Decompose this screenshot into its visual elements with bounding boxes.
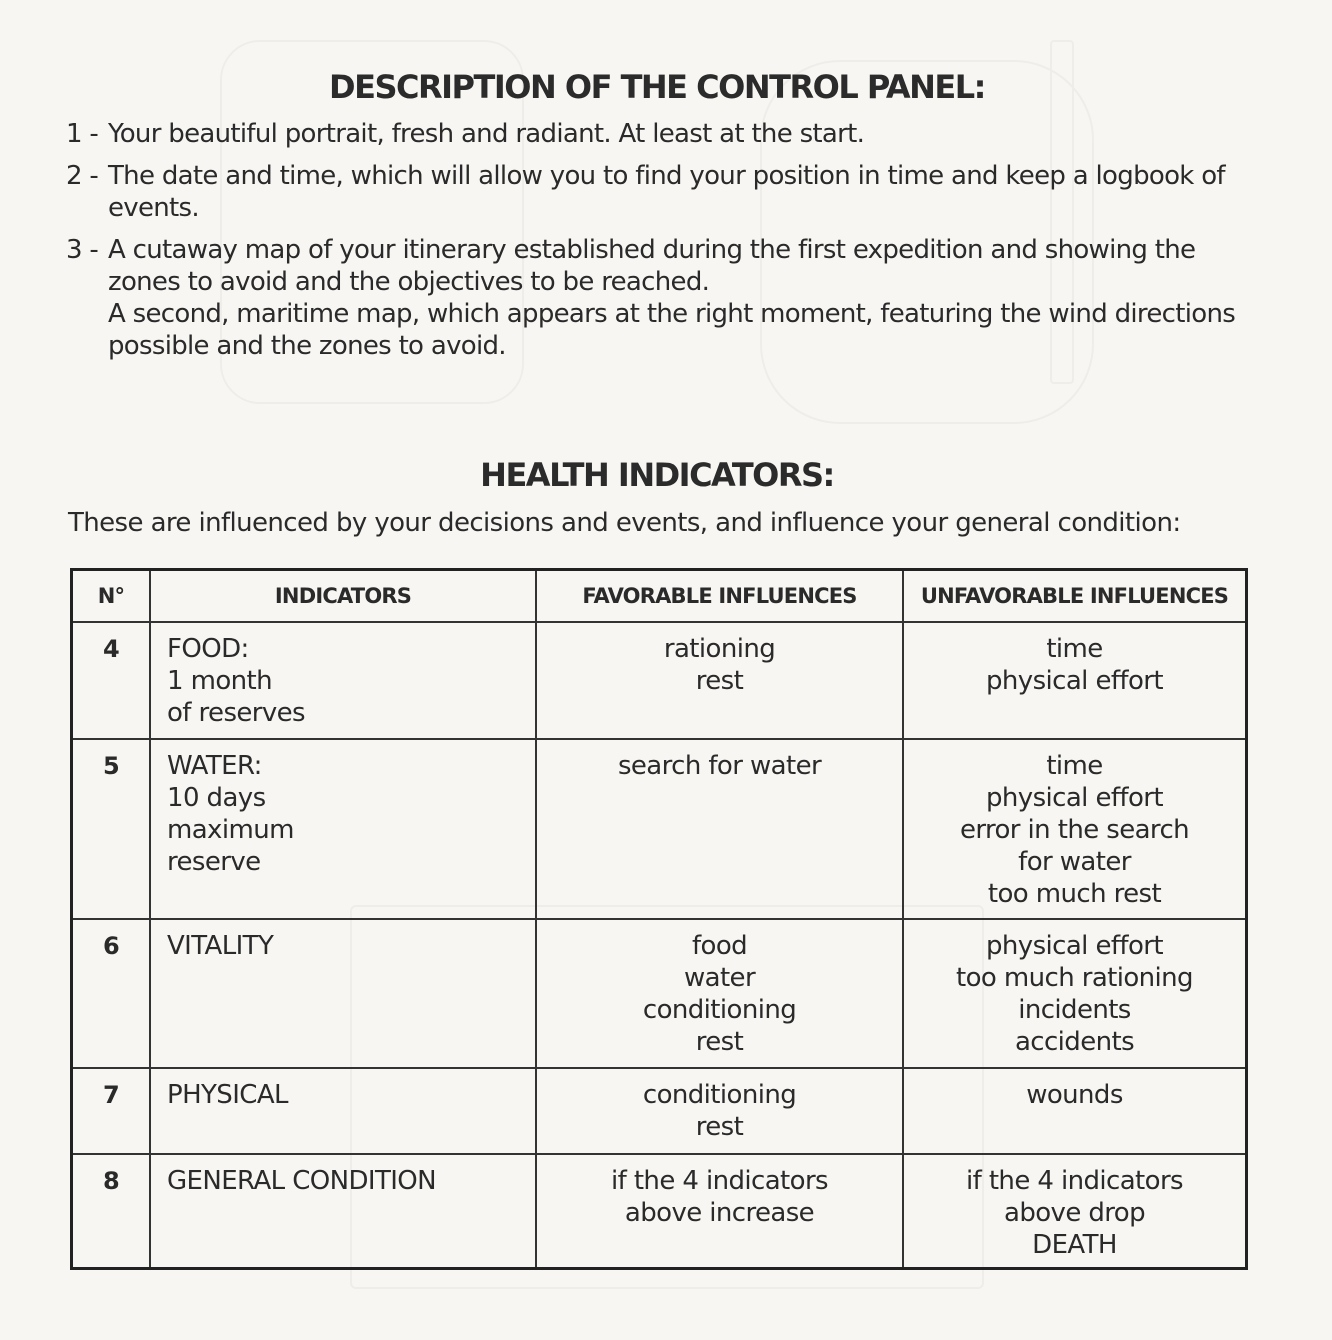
table-row	[72, 1154, 1247, 1269]
indicator-cell-line: WATER:	[167, 751, 262, 781]
indicator-cell	[150, 622, 536, 739]
unfavorable-cell-line: physical effort	[986, 931, 1163, 961]
indicator-cell-line: 10 days	[167, 783, 266, 813]
favorable-cell	[536, 1068, 903, 1154]
column-header-number: N°	[72, 570, 151, 623]
favorable-cell-line: rest	[695, 1112, 744, 1142]
list-item-paragraph: Your beautiful portrait, fresh and radiant. At least at the start.	[108, 119, 865, 149]
unfavorable-cell-line: if the 4 indicators	[966, 1166, 1183, 1196]
table-row	[72, 739, 1247, 919]
list-item	[66, 234, 1256, 362]
indicator-cell	[150, 919, 536, 1068]
table-row	[72, 919, 1247, 1068]
list-item-number: 1 -	[66, 119, 99, 149]
favorable-cell	[536, 919, 903, 1068]
health-indicators-heading: HEALTH INDICATORS:	[480, 456, 834, 494]
favorable-cell	[536, 739, 903, 919]
unfavorable-cell	[903, 919, 1247, 1068]
favorable-cell-line: rationing	[663, 634, 776, 664]
favorable-cell-line: above increase	[624, 1198, 815, 1228]
list-item-paragraph: The date and time, which will allow you to find your position in time and keep a logbook of events.	[108, 161, 1225, 223]
indicator-cell-line: maximum	[167, 815, 294, 845]
unfavorable-cell-line: wounds	[1026, 1080, 1123, 1110]
unfavorable-cell-line: time	[1046, 634, 1103, 664]
list-item	[66, 118, 1256, 150]
favorable-cell-line: conditioning	[642, 995, 797, 1025]
control-panel-heading: DESCRIPTION OF THE CONTROL PANEL:	[329, 68, 985, 106]
indicator-cell-line: 1 month	[167, 666, 272, 696]
table-header-row	[72, 570, 1247, 623]
control-panel-list	[66, 118, 1256, 372]
indicator-cell-line: FOOD:	[167, 634, 249, 664]
list-item-number: 3 -	[66, 235, 99, 265]
health-intro-text: These are influenced by your decisions and events, and influence your general condition:	[68, 508, 1181, 538]
table-row	[72, 1068, 1247, 1154]
indicator-cell-line: of reserves	[167, 698, 305, 728]
unfavorable-cell-line: incidents	[1018, 995, 1131, 1025]
indicator-cell-line: VITALITY	[167, 931, 274, 961]
list-item-number: 2 -	[66, 161, 99, 191]
column-header-unfavorable: UNFAVORABLE INFLUENCES	[903, 570, 1247, 623]
health-indicators-table	[70, 568, 1248, 1270]
unfavorable-cell-line: physical effort	[986, 666, 1163, 696]
list-item-text	[108, 234, 1256, 362]
row-number: 7	[72, 1068, 151, 1154]
favorable-cell-line: search for water	[617, 751, 822, 781]
unfavorable-cell-line: DEATH	[1032, 1230, 1117, 1260]
favorable-cell	[536, 1154, 903, 1269]
favorable-cell-line: rest	[695, 1027, 744, 1057]
row-number: 5	[72, 739, 151, 919]
indicator-cell	[150, 739, 536, 919]
unfavorable-cell-line: too much rationing	[956, 963, 1193, 993]
unfavorable-cell	[903, 1068, 1247, 1154]
indicator-cell	[150, 1154, 536, 1269]
list-item-text	[108, 118, 864, 150]
row-number: 8	[72, 1154, 151, 1269]
unfavorable-cell-line: physical effort	[986, 783, 1163, 813]
indicator-cell-line: PHYSICAL	[167, 1080, 288, 1110]
favorable-cell-line: conditioning	[642, 1080, 797, 1110]
list-item-paragraph: A second, maritime map, which appears at the right moment, featuring the wind directions possible and the zones to avoid.	[108, 299, 1236, 361]
unfavorable-cell-line: accidents	[1014, 1027, 1135, 1057]
column-header-indicators: INDICATORS	[150, 570, 536, 623]
indicator-cell-line: reserve	[167, 847, 261, 877]
row-number: 4	[72, 622, 151, 739]
list-item	[66, 160, 1256, 224]
indicator-cell	[150, 1068, 536, 1154]
unfavorable-cell	[903, 739, 1247, 919]
row-number: 6	[72, 919, 151, 1068]
column-header-favorable: FAVORABLE INFLUENCES	[536, 570, 903, 623]
table-row	[72, 622, 1247, 739]
favorable-cell-line: water	[683, 963, 756, 993]
unfavorable-cell	[903, 1154, 1247, 1269]
unfavorable-cell	[903, 622, 1247, 739]
unfavorable-cell-line: above drop	[1003, 1198, 1146, 1228]
favorable-cell	[536, 622, 903, 739]
unfavorable-cell-line: error in the search	[959, 815, 1190, 845]
favorable-cell-line: rest	[695, 666, 744, 696]
favorable-cell-line: if the 4 indicators	[611, 1166, 828, 1196]
list-item-paragraph: A cutaway map of your itinerary established during the first expedition and showing the zones to avoid and the objectives to be reached.	[108, 235, 1196, 297]
unfavorable-cell-line: for water	[1018, 847, 1131, 877]
unfavorable-cell-line: time	[1046, 751, 1103, 781]
favorable-cell-line: food	[691, 931, 748, 961]
indicator-cell-line: GENERAL CONDITION	[167, 1166, 437, 1196]
list-item-text	[108, 160, 1256, 224]
unfavorable-cell-line: too much rest	[987, 879, 1162, 909]
